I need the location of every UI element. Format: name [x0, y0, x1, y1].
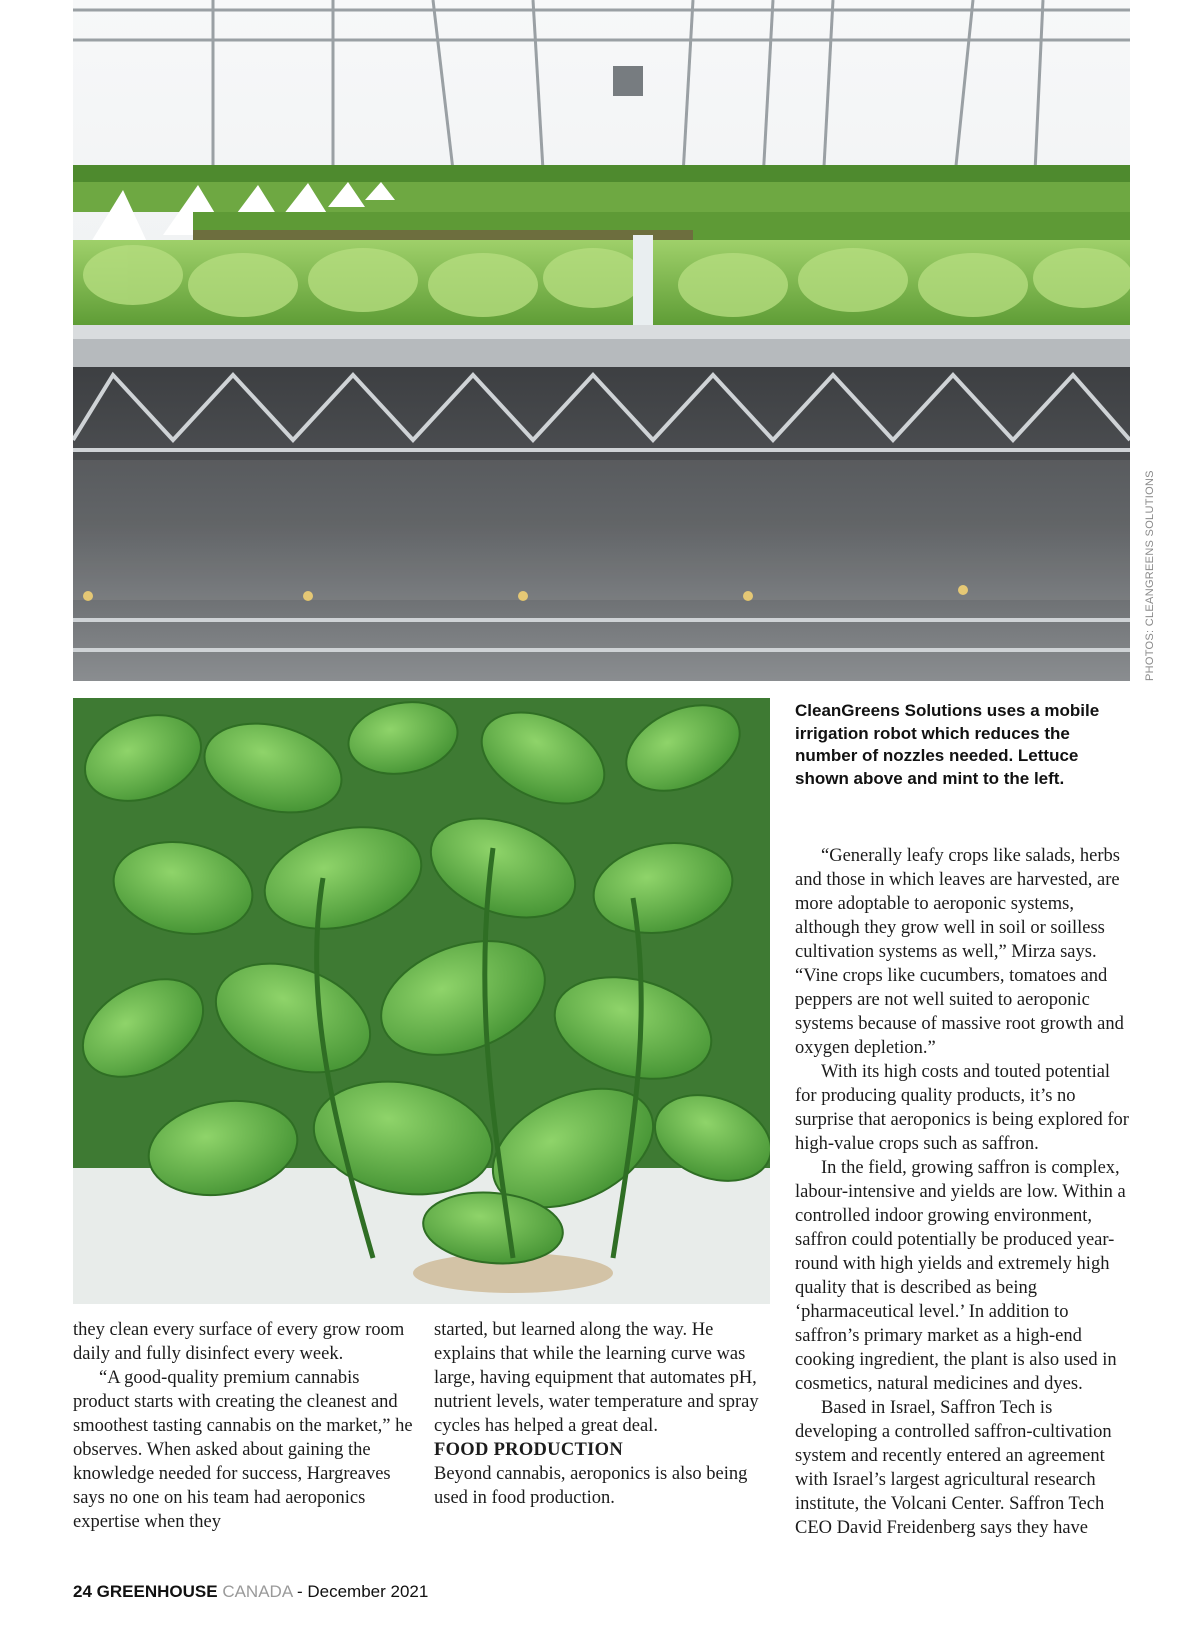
article-column-middle	[434, 1318, 774, 1510]
photo-greenhouse-lettuce	[73, 0, 1130, 681]
section-subhead: FOOD PRODUCTION	[434, 1440, 623, 1460]
photo-caption: CleanGreens Solutions uses a mobile irrigation robot which reduces the number of nozzles needed. Lettuce shown above and mint to the left.	[795, 701, 1100, 788]
magazine-brand: GREENHOUSE	[96, 1582, 218, 1601]
page-number: 24	[73, 1582, 92, 1601]
article-column-right	[795, 844, 1135, 1540]
magazine-brand-secondary: CANADA	[222, 1582, 293, 1601]
paragraph: In the field, growing saffron is complex, labour-intensive and yields are low. Within a controlled indoor growing environment, saffron could potentially be produced year-round with high yields and extremely high quality that is described as being ‘pharmaceutical level.’ In addition to saffron’s primary market as a high-end cooking ingredient, the plant is also used in cosmetics, natural medicines and dyes.	[795, 1158, 1126, 1394]
lettuce-photo-illustration	[73, 0, 1130, 681]
page-footer	[73, 1582, 428, 1602]
paragraph: “Generally leafy crops like salads, herbs and those in which leaves are harvested, are more adoptable to aeroponic systems, although they grow well in soil or soilless cultivation systems as well,” Mirza says. “Vine crops like cucumbers, tomatoes and peppers are not well suited to aeroponic systems because of massive root growth and oxygen depletion.”	[795, 846, 1124, 1058]
mint-photo-illustration	[73, 698, 770, 1304]
issue-date: - December 2021	[296, 1582, 429, 1601]
paragraph: Beyond cannabis, aeroponics is also being used in food production.	[434, 1464, 748, 1508]
paragraph: With its high costs and touted potential for producing quality products, it’s no surprise that aeroponics is being explored for high-value crops such as saffron.	[795, 1062, 1129, 1154]
paragraph: “A good-quality premium cannabis product starts with creating the cleanest and smoothest tasting cannabis on the market,” he observes. When asked about gaining the knowledge needed for success, Hargreaves says no one on his team had aeroponics expertise when they	[73, 1368, 413, 1532]
photo-credit: PHOTOS: CLEANGREENS SOLUTIONS	[1144, 470, 1156, 681]
photo-mint-plants	[73, 698, 770, 1304]
paragraph: Based in Israel, Saffron Tech is developing a controlled saffron-cultivation system and recently entered an agreement with Israel’s largest agricultural research institute, the Volcani Center. Saffron Tech CEO David Freidenberg says they have	[795, 1398, 1112, 1538]
paragraph: started, but learned along the way. He explains that while the learning curve was large, having equipment that automates pH, nutrient levels, water temperature and spray cycles has helped a great deal.	[434, 1320, 759, 1436]
paragraph: they clean every surface of every grow room daily and fully disinfect every week.	[73, 1320, 405, 1364]
article-column-left	[73, 1318, 413, 1534]
